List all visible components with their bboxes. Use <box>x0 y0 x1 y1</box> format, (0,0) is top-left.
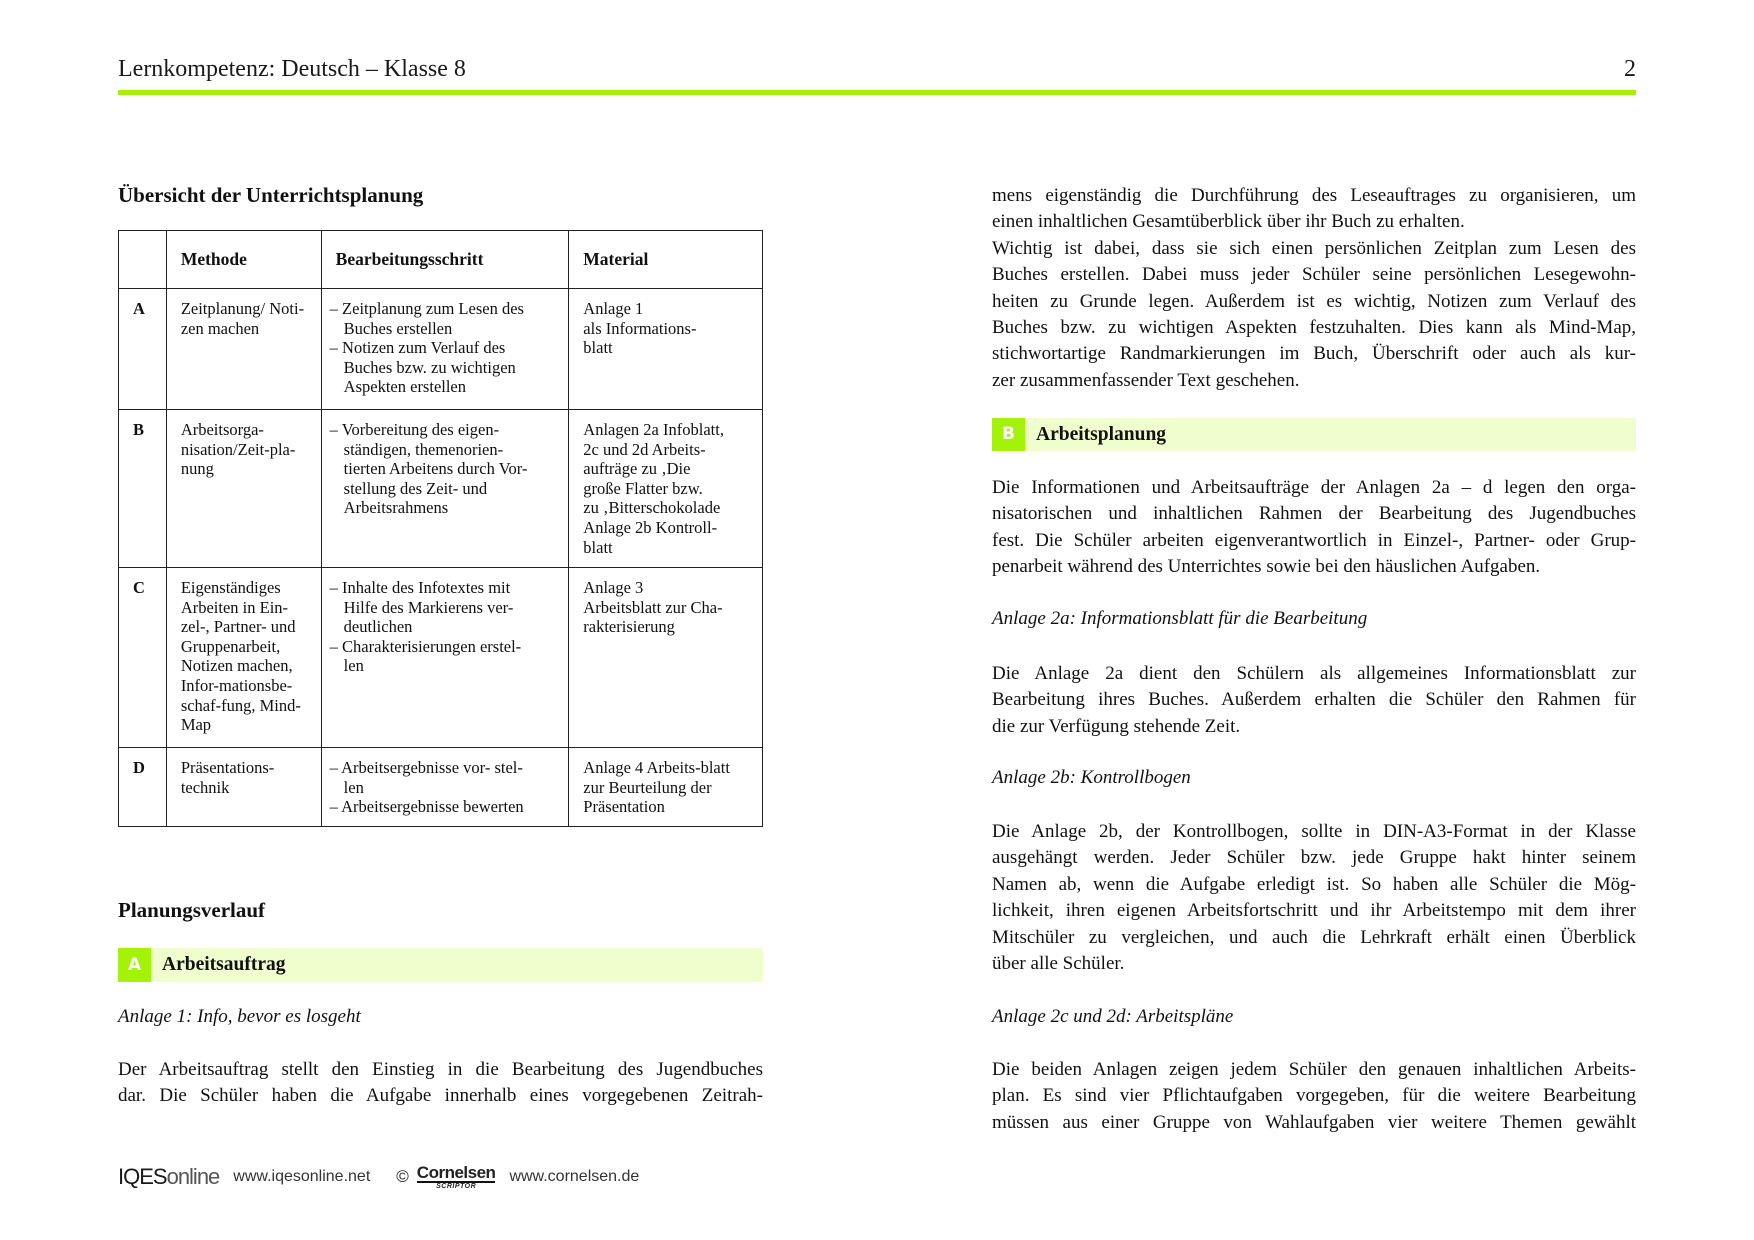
cell-line: Anlage 3 <box>583 578 644 597</box>
table-row <box>119 410 763 568</box>
paragraph-line: Mitschüler zu vergleichen, und auch die Lehrkraft erhält einen Überblick <box>992 926 1636 948</box>
step-item <box>330 299 565 338</box>
cell-line: technik <box>180 777 230 797</box>
material-cell <box>569 289 763 410</box>
step-item <box>330 338 565 397</box>
step-item <box>330 758 565 797</box>
cell-line: nung <box>180 459 214 479</box>
paragraph-line: dar. Die Schüler haben die Aufgabe innerhalb eines vorgegebenen Zeitrah- <box>118 1085 763 1107</box>
cell-line: Anlage 4 Arbeits-blatt <box>583 758 730 777</box>
column-header-material: Material <box>569 231 763 289</box>
material-cell <box>569 568 763 748</box>
cell-line: zu ‚Bitterschokolade <box>583 498 721 518</box>
paragraph-line: Die Anlage 2b, der Kontrollbogen, sollte in DIN-A3-Format in der Klasse <box>992 821 1636 842</box>
paragraph-line: fest. Die Schüler arbeiten eigenverantwortlich in Einzel-, Partner- oder Grup- <box>992 529 1636 551</box>
column-header-key <box>119 231 167 289</box>
paragraph-line: zer zusammenfassender Text geschehen. <box>992 369 1300 391</box>
cell-line: – Inhalte des Infotextes mit <box>329 578 511 597</box>
cell-line: Arbeitsorga- <box>180 420 264 439</box>
footer <box>118 1163 639 1191</box>
cell-line: schaf-fung, Mind- <box>180 695 301 715</box>
cell-line: stellung des Zeit- und <box>343 478 488 498</box>
table-header-row <box>119 231 763 289</box>
paragraph-line: über alle Schüler. <box>992 953 1125 975</box>
bearbeitungsschritt-cell <box>321 289 569 410</box>
anlage-2b-paragraph <box>992 819 1636 977</box>
row-key: B <box>119 410 167 568</box>
row-key: C <box>119 568 167 748</box>
cell-line: Präsentations- <box>180 758 275 777</box>
section-b-badge: B <box>992 418 1025 451</box>
cell-line: zel-, Partner- und <box>180 617 296 637</box>
header-divider <box>118 90 1636 95</box>
cell-line: Buches erstellen <box>343 318 453 338</box>
paragraph-line: plan. Es sind vier Pflichtaufgaben vorgegeben, für die weitere Bearbeitung <box>992 1085 1636 1107</box>
section-a-bar <box>118 948 763 982</box>
paragraph-line: ausgehängt werden. Jeder Schüler bzw. jede Gruppe hakt hinter seinem <box>992 847 1636 869</box>
step-item <box>330 797 565 817</box>
row-key: D <box>119 748 167 827</box>
cell-line: Infor-mationsbe- <box>180 675 293 695</box>
methode-cell <box>166 289 321 410</box>
cell-line: zen machen <box>180 318 260 338</box>
section-a-paragraph <box>118 1057 763 1110</box>
intro-paragraph <box>992 183 1636 394</box>
cell-line: nisation/Zeit-pla- <box>180 439 296 459</box>
cell-line: Arbeitsblatt zur Cha- <box>583 597 723 617</box>
table-row <box>119 748 763 827</box>
cell-line: – Vorbereitung des eigen- <box>329 420 500 439</box>
section-a-title: Arbeitsauftrag <box>162 954 286 975</box>
cell-line: als Informations- <box>583 318 697 338</box>
cell-line: zur Beurteilung der <box>583 777 712 797</box>
paragraph-line: stichwortartige Randmarkierungen im Buch, Überschrift oder auch als kur- <box>992 343 1636 365</box>
cell-line: Zeitplanung/ Noti- <box>180 299 305 318</box>
cell-line: Notizen machen, <box>180 656 293 676</box>
cell-line: Hilfe des Markierens ver- <box>343 597 514 617</box>
cell-line: aufträge zu ‚Die <box>583 459 691 479</box>
section-b-bar <box>992 418 1636 451</box>
paragraph-line: Der Arbeitsauftrag stellt den Einstieg in die Bearbeitung des Jugendbuches <box>118 1059 763 1080</box>
cell-line: große Flatter bzw. <box>583 478 703 498</box>
cell-line: Anlage 2b Kontroll- <box>583 517 718 537</box>
cell-line: ständigen, themenorien- <box>343 439 504 459</box>
cell-line: – Charakterisierungen erstel- <box>329 636 522 656</box>
anlage-2a-heading: Anlage 2a: Informationsblatt für die Bearbeitung <box>992 608 1368 629</box>
bearbeitungsschritt-cell <box>321 568 569 748</box>
paragraph-line: Die Anlage 2a dient den Schülern als allgemeines Informationsblatt zur <box>992 663 1636 684</box>
column-header-methode: Methode <box>166 231 321 289</box>
planning-overview-table <box>118 230 763 827</box>
cell-line: blatt <box>583 338 613 358</box>
paragraph-line: einen inhaltlichen Gesamtüberblick über ihr Buch zu erhalten. <box>992 211 1465 233</box>
column-header-bearbeitungsschritt: Bearbeitungsschritt <box>321 231 569 289</box>
paragraph-line: Die Informationen und Arbeitsaufträge der Anlagen 2a – d legen den orga- <box>992 477 1636 498</box>
anlage-1-subheading: Anlage 1: Info, bevor es losgeht <box>118 1006 361 1027</box>
anlage-2b-heading: Anlage 2b: Kontrollbogen <box>992 767 1191 788</box>
cell-line: tierten Arbeitens durch Vor- <box>343 459 528 479</box>
bearbeitungsschritt-cell <box>321 410 569 568</box>
section-b-paragraph <box>992 475 1636 581</box>
paragraph-line: nisatorischen und inhaltlichen Rahmen der Bearbeitung des Jugendbuches <box>992 503 1636 525</box>
section-b-title: Arbeitsplanung <box>1036 424 1167 445</box>
cell-line: blatt <box>583 537 613 557</box>
step-item <box>330 637 565 676</box>
cell-line: 2c und 2d Arbeits- <box>583 439 706 459</box>
anlage-2a-paragraph <box>992 661 1636 740</box>
iqes-url-link[interactable]: www.iqesonline.net <box>233 1168 371 1185</box>
paragraph-line: Buches erstellen. Dabei muss jeder Schüler seine persönlichen Lesegewohn- <box>992 264 1636 286</box>
cell-line: len <box>343 656 364 676</box>
cell-line: Anlage 1 <box>583 299 644 318</box>
cornelsen-logo: Cornelsen SCRIPTOR <box>416 1163 496 1190</box>
paragraph-line: müssen aus einer Gruppe von Wahlaufgaben vier weitere Themen gewählt <box>992 1111 1636 1133</box>
page-number: 2 <box>1624 56 1636 82</box>
bearbeitungsschritt-cell <box>321 748 569 827</box>
paragraph-line: lichkeit, ihren eigenen Arbeitsfortschritt und ihr Arbeitstempo mit dem ihrer <box>992 900 1636 922</box>
methode-cell <box>166 410 321 568</box>
overview-heading: Übersicht der Unterrichtsplanung <box>118 183 424 207</box>
cell-line: Präsentation <box>583 797 665 817</box>
cell-line: rakterisierung <box>583 617 675 637</box>
step-item <box>330 420 565 518</box>
copyright-symbol: © <box>396 1167 409 1186</box>
cell-line: len <box>343 777 364 797</box>
cell-line: Arbeiten in Ein- <box>180 597 289 617</box>
paragraph-line: Namen ab, wenn die Aufgabe erledigt ist. So haben alle Schüler die Mög- <box>992 873 1636 895</box>
cell-line: – Arbeitsergebnisse vor- stel- <box>329 758 523 777</box>
row-key: A <box>119 289 167 410</box>
cell-line: – Arbeitsergebnisse bewerten <box>329 797 524 817</box>
section-a-badge: A <box>118 948 151 982</box>
cell-line: Buches bzw. zu wichtigen <box>343 357 516 377</box>
paragraph-line: Die beiden Anlagen zeigen jedem Schüler den genauen inhaltlichen Arbeits- <box>992 1059 1636 1080</box>
cell-line: Arbeitsrahmens <box>343 498 449 518</box>
cell-line: Eigenständiges <box>180 578 281 597</box>
cell-line: Aspekten erstellen <box>343 377 467 397</box>
cornelsen-url-link[interactable]: www.cornelsen.de <box>509 1168 640 1185</box>
table-row <box>119 568 763 748</box>
methode-cell <box>166 568 321 748</box>
material-cell <box>569 748 763 827</box>
paragraph-line: Wichtig ist dabei, dass sie sich einen persönlichen Zeitplan zum Lesen des <box>992 237 1636 259</box>
anlage-2cd-paragraph <box>992 1057 1636 1136</box>
cell-line: Gruppenarbeit, <box>180 636 281 656</box>
paragraph-line: heiten zu Grunde legen. Außerdem ist es wichtig, Notizen zum Verlauf des <box>992 290 1636 312</box>
paragraph-line: die zur Verfügung stehende Zeit. <box>992 715 1241 737</box>
cell-line: Map <box>180 715 212 735</box>
table-row <box>119 289 763 410</box>
cell-line: deutlichen <box>343 617 413 637</box>
anlage-2cd-heading: Anlage 2c und 2d: Arbeitspläne <box>992 1006 1234 1027</box>
planning-heading: Planungsverlauf <box>118 898 266 922</box>
paragraph-line: Bearbeitung ihres Buches. Außerdem erhalten die Schüler den Rahmen für <box>992 689 1636 711</box>
iqes-logo: IQESonline <box>118 1164 220 1189</box>
paragraph-line: penarbeit während des Unterrichtes sowie bei den häuslichen Aufgaben. <box>992 556 1541 578</box>
cell-line: – Zeitplanung zum Lesen des <box>329 299 524 318</box>
paragraph-line: Buches bzw. zu wichtigen Aspekten festzuhalten. Dies kann als Mind-Map, <box>992 317 1636 339</box>
methode-cell <box>166 748 321 827</box>
cell-line: – Notizen zum Verlauf des <box>329 338 506 358</box>
document-header-title: Lernkompetenz: Deutsch – Klasse 8 <box>118 56 466 82</box>
cell-line: Anlagen 2a Infoblatt, <box>583 420 724 439</box>
paragraph-line: mens eigenständig die Durchführung des Leseauftrages zu organisieren, um <box>992 185 1636 206</box>
material-cell <box>569 410 763 568</box>
step-item <box>330 578 565 637</box>
